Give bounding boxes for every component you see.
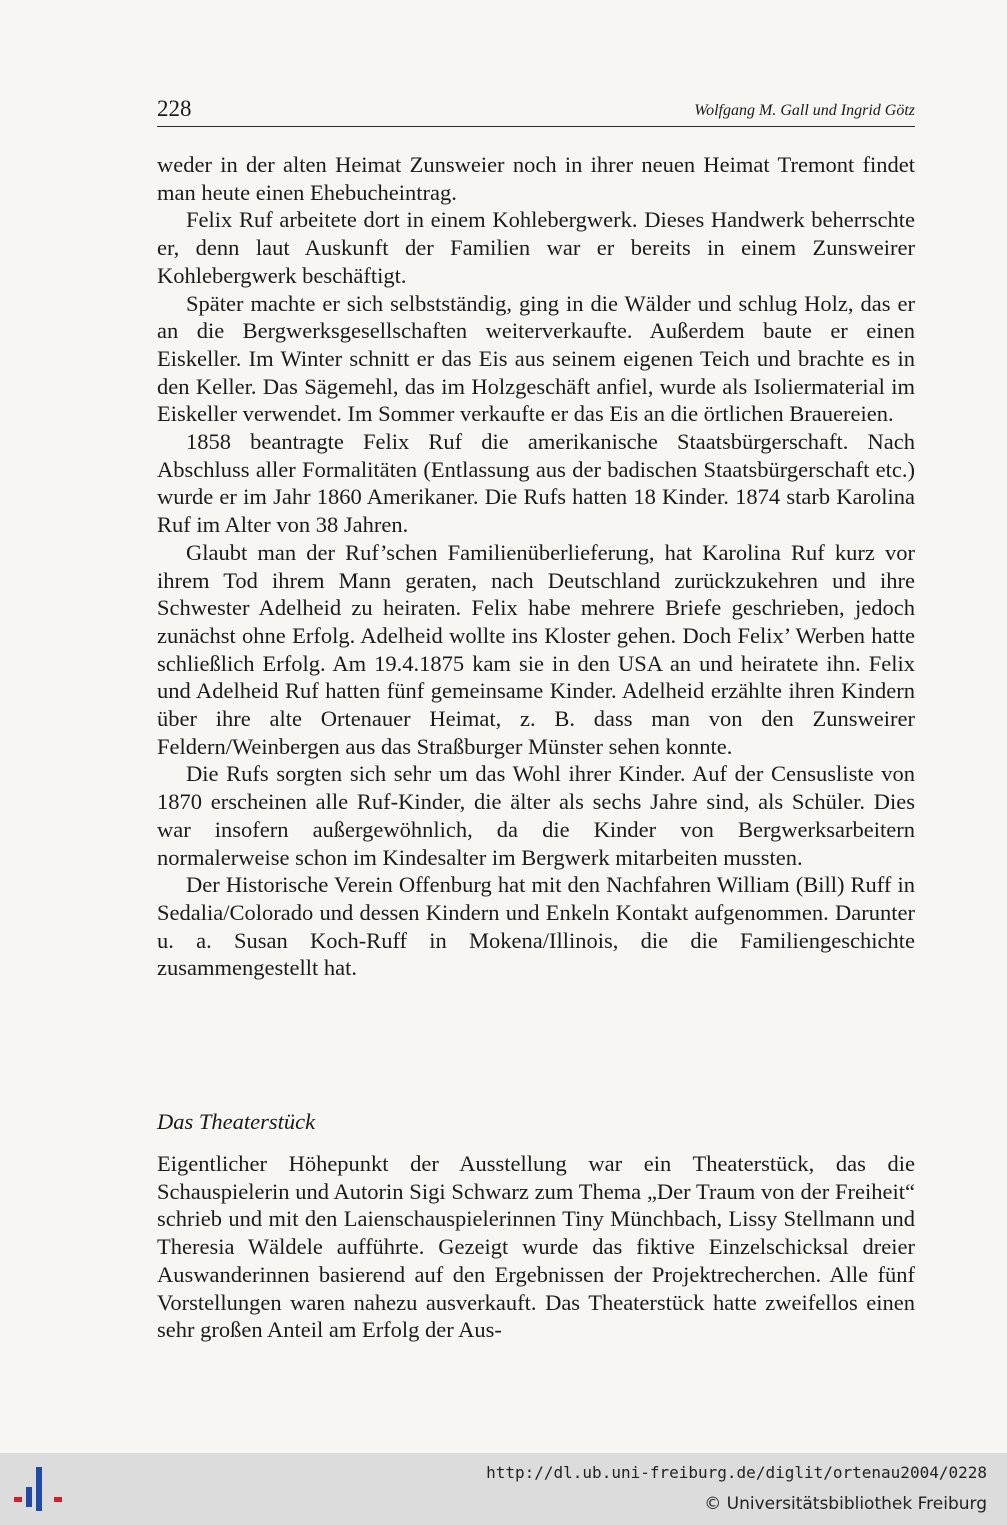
page-number: 228 xyxy=(157,96,192,121)
section-body-text xyxy=(157,1150,915,1344)
copyright-notice: © Universitätsbibliothek Freiburg xyxy=(704,1494,987,1514)
paragraph: Die Rufs sorgten sich sehr um das Wohl ihrer Kinder. Auf der Censusliste von 1870 erscheinen alle Ruf-Kinder, die älter als sechs Jahre sind, als Schüler. Dies war insofern außergewöhnlich, da die Kinder von Bergwerksarbeitern normalerweise schon im Kindesalter im Bergwerk mitarbeiten mussten. xyxy=(157,761,915,870)
viewer-footer xyxy=(0,1453,1007,1525)
section-heading: Das Theaterstück xyxy=(157,1109,316,1134)
paragraph: weder in der alten Heimat Zunsweier noch in ihrer neuen Heimat Tremont findet man heute einen Ehebucheintrag. xyxy=(157,152,915,205)
paragraph: Später machte er sich selbstständig, ging in die Wälder und schlug Holz, das er an die Bergwerksgesellschaften weiterverkaufte. Außerdem baute er einen Eiskeller. Im Winter schnitt er das Eis aus seinem eigenen Teich und brachte es in den Keller. Das Sägemehl, das im Holzgeschäft anfiel, wurde als Isoliermaterial im Eiskeller verwendet. Im Sommer verkaufte er das Eis an die örtlichen Brauereien. xyxy=(157,290,915,427)
ub-freiburg-logo-icon xyxy=(14,1465,64,1515)
body-text xyxy=(157,151,915,982)
paragraph: Glaubt man der Ruf’schen Familienüberlieferung, hat Karolina Ruf kurz vor ihrem Tod ihrem Mann geraten, nach Deutschland zurückzukehren und ihre Schwester Adelheid zu heiraten. Felix habe mehrere Briefe geschrieben, jedoch zunächst ohne Erfolg. Adelheid wollte ins Kloster gehen. Doch Felix’ Werben hatte schließlich Erfolg. Am 19.4.1875 kam sie in den USA an und heiratete ihn. Felix und Adelheid Ruf hatten fünf gemeinsame Kinder. Adelheid erzählte ihren Kindern über ihre alte Ortenauer Heimat, z. B. dass man von den Zunsweirer Feldern/Weinbergen aus das Straßburger Münster sehen konnte. xyxy=(157,539,915,759)
paragraph: 1858 beantragte Felix Ruf die amerikanische Staatsbürgerschaft. Nach Abschluss aller Formalitäten (Entlassung aus der badischen Staatsbürgerschaft etc.) wurde er im Jahr 1860 Amerikaner. Die Rufs hatten 18 Kinder. 1874 starb Karolina Ruf im Alter von 38 Jahren. xyxy=(157,429,915,538)
running-header xyxy=(157,96,915,127)
paragraph: Eigentlicher Höhepunkt der Ausstellung war ein Theaterstück, das die Schauspielerin und Autorin Sigi Schwarz zum Thema „Der Traum von der Freiheit“ schrieb und mit den Laienschauspielerinnen Tiny Münchbach, Lissy Stellmann und Theresia Wäldele aufführte. Gezeigt wurde das fiktive Einzelschicksal dreier Auswanderinnen basierend auf den Ergebnissen der Projektrecherchen. Alle fünf Vorstellungen waren nahezu ausverkauft. Das Theaterstück hatte zweifellos einen sehr großen Anteil am Erfolg der Aus- xyxy=(157,1151,915,1343)
running-header-authors: Wolfgang M. Gall und Ingrid Götz xyxy=(694,102,915,119)
paragraph: Felix Ruf arbeitete dort in einem Kohlebergwerk. Dieses Handwerk beherrschte er, denn laut Auskunft der Familien war er bereits in einem Zunsweirer Kohlebergwerk beschäftigt. xyxy=(157,207,915,288)
paragraph: Der Historische Verein Offenburg hat mit den Nachfahren William (Bill) Ruff in Sedalia/Colorado und dessen Kindern und Enkeln Kontakt aufgenommen. Darunter u. a. Susan Koch-Ruff in Mokena/Illinois, die die Familiengeschichte zusammengestellt hat. xyxy=(157,872,915,981)
document-url-link[interactable]: http://dl.ub.uni-freiburg.de/diglit/ortenau2004/0228 xyxy=(486,1463,987,1482)
